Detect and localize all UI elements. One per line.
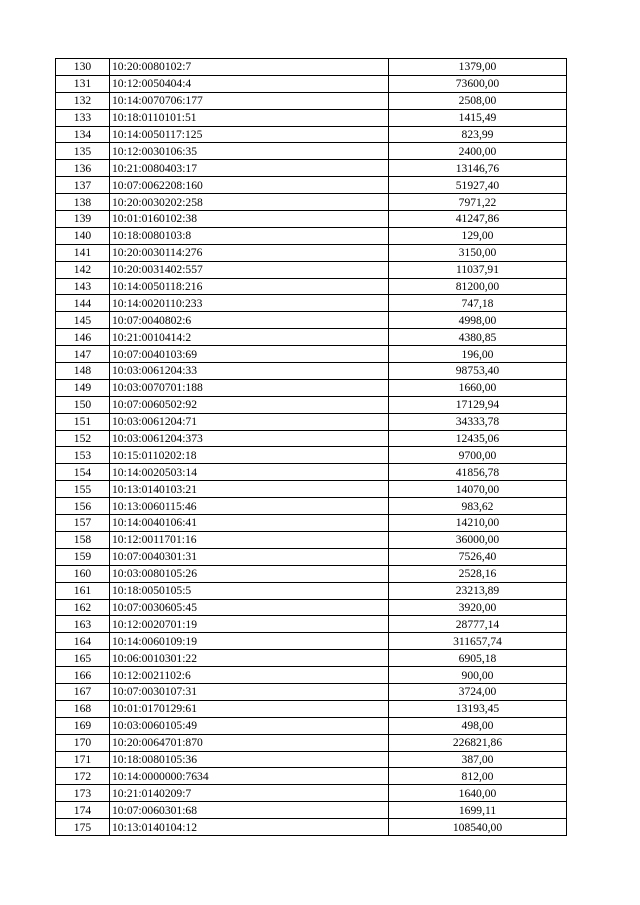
row-number-cell: 137 <box>56 177 110 194</box>
row-number-cell: 134 <box>56 126 110 143</box>
table-row <box>56 582 567 599</box>
amount-cell: 41247,86 <box>389 211 567 228</box>
amount-cell: 23213,89 <box>389 582 567 599</box>
row-number-cell: 156 <box>56 498 110 515</box>
cadastral-number-cell: 10:03:0061204:33 <box>110 363 389 380</box>
amount-cell: 747,18 <box>389 295 567 312</box>
table-row <box>56 329 567 346</box>
cadastral-number-cell: 10:03:0061204:373 <box>110 430 389 447</box>
row-number-cell: 174 <box>56 802 110 819</box>
cadastral-number-cell: 10:07:0040103:69 <box>110 346 389 363</box>
table-row <box>56 599 567 616</box>
amount-cell: 11037,91 <box>389 261 567 278</box>
table-row <box>56 667 567 684</box>
table-row <box>56 464 567 481</box>
amount-cell: 812,00 <box>389 768 567 785</box>
row-number-cell: 158 <box>56 531 110 548</box>
cadastral-number-cell: 10:13:0140104:12 <box>110 819 389 836</box>
cadastral-number-cell: 10:18:0080103:8 <box>110 227 389 244</box>
cadastral-number-cell: 10:18:0080105:36 <box>110 751 389 768</box>
table-row <box>56 481 567 498</box>
table-row <box>56 768 567 785</box>
amount-cell: 14070,00 <box>389 481 567 498</box>
cadastral-number-cell: 10:14:0070706:177 <box>110 92 389 109</box>
row-number-cell: 150 <box>56 396 110 413</box>
table-row <box>56 717 567 734</box>
row-number-cell: 149 <box>56 379 110 396</box>
row-number-cell: 148 <box>56 363 110 380</box>
row-number-cell: 139 <box>56 211 110 228</box>
cadastral-number-cell: 10:20:0031402:557 <box>110 261 389 278</box>
row-number-cell: 151 <box>56 413 110 430</box>
table-row <box>56 819 567 836</box>
row-number-cell: 159 <box>56 548 110 565</box>
cadastral-number-cell: 10:14:0000000:7634 <box>110 768 389 785</box>
cadastral-number-cell: 10:12:0011701:16 <box>110 531 389 548</box>
cadastral-number-cell: 10:13:0060115:46 <box>110 498 389 515</box>
table-row <box>56 109 567 126</box>
row-number-cell: 172 <box>56 768 110 785</box>
row-number-cell: 147 <box>56 346 110 363</box>
row-number-cell: 168 <box>56 700 110 717</box>
cadastral-number-cell: 10:13:0140103:21 <box>110 481 389 498</box>
row-number-cell: 173 <box>56 785 110 802</box>
cadastral-number-cell: 10:07:0040301:31 <box>110 548 389 565</box>
table-row <box>56 683 567 700</box>
amount-cell: 3724,00 <box>389 683 567 700</box>
table-row <box>56 498 567 515</box>
cadastral-number-cell: 10:07:0060502:92 <box>110 396 389 413</box>
amount-cell: 983,62 <box>389 498 567 515</box>
amount-cell: 387,00 <box>389 751 567 768</box>
row-number-cell: 167 <box>56 683 110 700</box>
amount-cell: 498,00 <box>389 717 567 734</box>
table-body <box>56 59 567 836</box>
table-row <box>56 244 567 261</box>
amount-cell: 1415,49 <box>389 109 567 126</box>
table-row <box>56 396 567 413</box>
table-row <box>56 143 567 160</box>
table-row <box>56 160 567 177</box>
table-row <box>56 565 567 582</box>
amount-cell: 823,99 <box>389 126 567 143</box>
amount-cell: 13193,45 <box>389 700 567 717</box>
row-number-cell: 145 <box>56 312 110 329</box>
row-number-cell: 153 <box>56 447 110 464</box>
table-row <box>56 177 567 194</box>
amount-cell: 900,00 <box>389 667 567 684</box>
cadastral-number-cell: 10:15:0110202:18 <box>110 447 389 464</box>
cadastral-number-cell: 10:03:0080105:26 <box>110 565 389 582</box>
cadastral-number-cell: 10:20:0030202:258 <box>110 194 389 211</box>
amount-cell: 2528,16 <box>389 565 567 582</box>
table-row <box>56 92 567 109</box>
cadastral-number-cell: 10:14:0040106:41 <box>110 515 389 532</box>
row-number-cell: 164 <box>56 633 110 650</box>
amount-cell: 1699,11 <box>389 802 567 819</box>
table-row <box>56 75 567 92</box>
table-row <box>56 278 567 295</box>
amount-cell: 12435,06 <box>389 430 567 447</box>
amount-cell: 73600,00 <box>389 75 567 92</box>
amount-cell: 7526,40 <box>389 548 567 565</box>
row-number-cell: 136 <box>56 160 110 177</box>
cadastral-number-cell: 10:20:0030114:276 <box>110 244 389 261</box>
row-number-cell: 165 <box>56 650 110 667</box>
cadastral-amount-table <box>55 58 567 836</box>
cadastral-number-cell: 10:14:0050118:216 <box>110 278 389 295</box>
cadastral-number-cell: 10:20:0064701:870 <box>110 734 389 751</box>
amount-cell: 13146,76 <box>389 160 567 177</box>
row-number-cell: 130 <box>56 59 110 76</box>
amount-cell: 51927,40 <box>389 177 567 194</box>
row-number-cell: 162 <box>56 599 110 616</box>
table-row <box>56 346 567 363</box>
table-row <box>56 650 567 667</box>
table-row <box>56 734 567 751</box>
row-number-cell: 157 <box>56 515 110 532</box>
row-number-cell: 132 <box>56 92 110 109</box>
amount-cell: 7971,22 <box>389 194 567 211</box>
row-number-cell: 144 <box>56 295 110 312</box>
amount-cell: 81200,00 <box>389 278 567 295</box>
row-number-cell: 135 <box>56 143 110 160</box>
row-number-cell: 160 <box>56 565 110 582</box>
table-row <box>56 802 567 819</box>
cadastral-number-cell: 10:01:0160102:38 <box>110 211 389 228</box>
table-row <box>56 295 567 312</box>
amount-cell: 98753,40 <box>389 363 567 380</box>
amount-cell: 4380,85 <box>389 329 567 346</box>
amount-cell: 2400,00 <box>389 143 567 160</box>
row-number-cell: 161 <box>56 582 110 599</box>
table-row <box>56 261 567 278</box>
table-row <box>56 785 567 802</box>
row-number-cell: 141 <box>56 244 110 261</box>
row-number-cell: 163 <box>56 616 110 633</box>
amount-cell: 129,00 <box>389 227 567 244</box>
amount-cell: 4998,00 <box>389 312 567 329</box>
table-row <box>56 227 567 244</box>
cadastral-number-cell: 10:07:0060301:68 <box>110 802 389 819</box>
amount-cell: 6905,18 <box>389 650 567 667</box>
table-row <box>56 548 567 565</box>
cadastral-number-cell: 10:03:0061204:71 <box>110 413 389 430</box>
cadastral-number-cell: 10:07:0030107:31 <box>110 683 389 700</box>
row-number-cell: 143 <box>56 278 110 295</box>
amount-cell: 41856,78 <box>389 464 567 481</box>
row-number-cell: 146 <box>56 329 110 346</box>
cadastral-number-cell: 10:14:0020110:233 <box>110 295 389 312</box>
cadastral-number-cell: 10:06:0010301:22 <box>110 650 389 667</box>
table-row <box>56 751 567 768</box>
amount-cell: 14210,00 <box>389 515 567 532</box>
cadastral-number-cell: 10:12:0021102:6 <box>110 667 389 684</box>
amount-cell: 9700,00 <box>389 447 567 464</box>
cadastral-number-cell: 10:21:0080403:17 <box>110 160 389 177</box>
amount-cell: 2508,00 <box>389 92 567 109</box>
cadastral-number-cell: 10:18:0110101:51 <box>110 109 389 126</box>
table-row <box>56 531 567 548</box>
amount-cell: 3920,00 <box>389 599 567 616</box>
row-number-cell: 175 <box>56 819 110 836</box>
row-number-cell: 154 <box>56 464 110 481</box>
cadastral-number-cell: 10:01:0170129:61 <box>110 700 389 717</box>
table-row <box>56 430 567 447</box>
row-number-cell: 152 <box>56 430 110 447</box>
table-row <box>56 616 567 633</box>
row-number-cell: 166 <box>56 667 110 684</box>
amount-cell: 1640,00 <box>389 785 567 802</box>
row-number-cell: 171 <box>56 751 110 768</box>
table-row <box>56 515 567 532</box>
cadastral-number-cell: 10:21:0140209:7 <box>110 785 389 802</box>
amount-cell: 28777,14 <box>389 616 567 633</box>
table-row <box>56 126 567 143</box>
table-row <box>56 211 567 228</box>
row-number-cell: 133 <box>56 109 110 126</box>
amount-cell: 108540,00 <box>389 819 567 836</box>
row-number-cell: 155 <box>56 481 110 498</box>
row-number-cell: 138 <box>56 194 110 211</box>
table-row <box>56 447 567 464</box>
table-row <box>56 194 567 211</box>
table-row <box>56 700 567 717</box>
amount-cell: 1379,00 <box>389 59 567 76</box>
cadastral-number-cell: 10:12:0030106:35 <box>110 143 389 160</box>
cadastral-number-cell: 10:07:0040802:6 <box>110 312 389 329</box>
row-number-cell: 170 <box>56 734 110 751</box>
cadastral-number-cell: 10:12:0050404:4 <box>110 75 389 92</box>
cadastral-number-cell: 10:14:0050117:125 <box>110 126 389 143</box>
amount-cell: 226821,86 <box>389 734 567 751</box>
cadastral-number-cell: 10:20:0080102:7 <box>110 59 389 76</box>
table-row <box>56 379 567 396</box>
amount-cell: 3150,00 <box>389 244 567 261</box>
table-row <box>56 312 567 329</box>
amount-cell: 1660,00 <box>389 379 567 396</box>
table-row <box>56 59 567 76</box>
amount-cell: 36000,00 <box>389 531 567 548</box>
amount-cell: 34333,78 <box>389 413 567 430</box>
row-number-cell: 142 <box>56 261 110 278</box>
cadastral-number-cell: 10:12:0020701:19 <box>110 616 389 633</box>
table-row <box>56 363 567 380</box>
cadastral-number-cell: 10:07:0030605:45 <box>110 599 389 616</box>
cadastral-number-cell: 10:07:0062208:160 <box>110 177 389 194</box>
cadastral-number-cell: 10:18:0050105:5 <box>110 582 389 599</box>
table-row <box>56 413 567 430</box>
amount-cell: 17129,94 <box>389 396 567 413</box>
cadastral-number-cell: 10:21:0010414:2 <box>110 329 389 346</box>
row-number-cell: 169 <box>56 717 110 734</box>
amount-cell: 196,00 <box>389 346 567 363</box>
row-number-cell: 131 <box>56 75 110 92</box>
cadastral-number-cell: 10:14:0060109:19 <box>110 633 389 650</box>
cadastral-number-cell: 10:03:0060105:49 <box>110 717 389 734</box>
cadastral-number-cell: 10:03:0070701:188 <box>110 379 389 396</box>
amount-cell: 311657,74 <box>389 633 567 650</box>
table-row <box>56 633 567 650</box>
cadastral-number-cell: 10:14:0020503:14 <box>110 464 389 481</box>
row-number-cell: 140 <box>56 227 110 244</box>
